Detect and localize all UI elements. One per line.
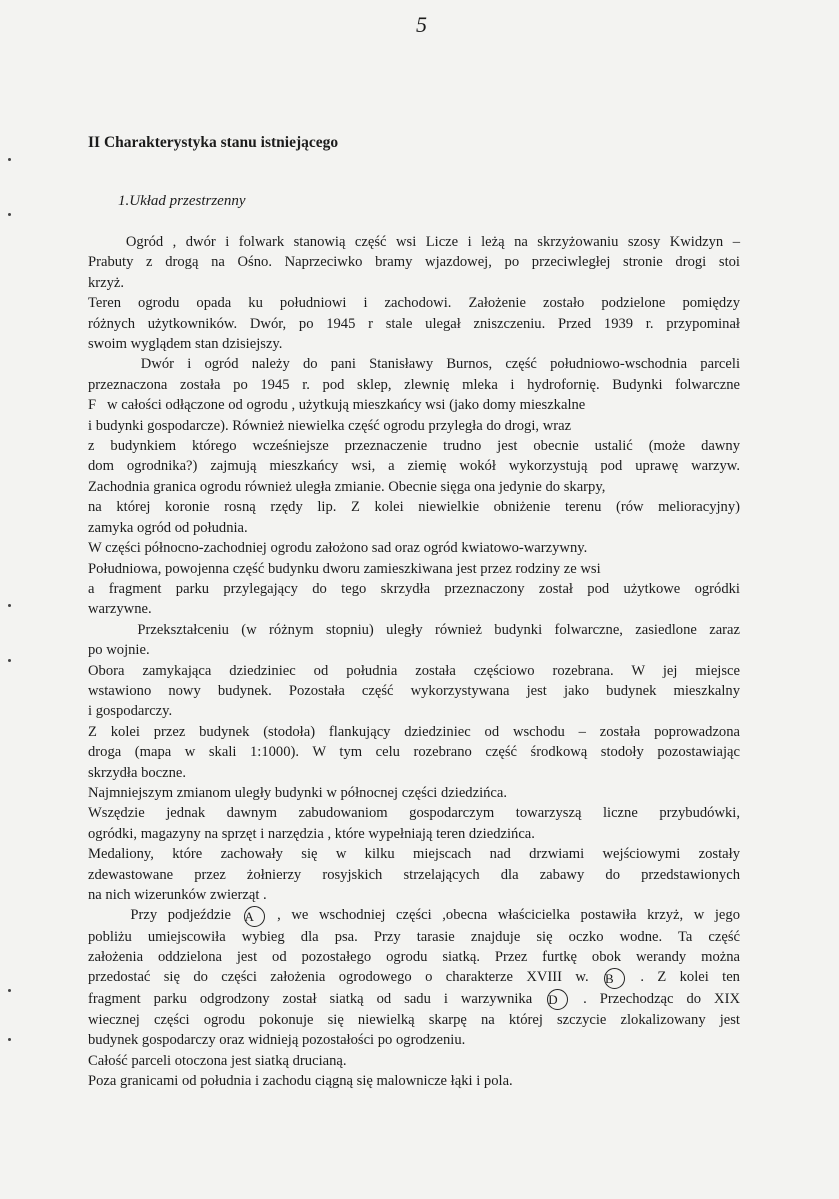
- text-line: [88, 989, 740, 1010]
- text-line: wstawiono nowy budynek. Pozostała część wykorzystywana jest jako budynek mieszkalny: [88, 682, 740, 699]
- text-line: ogródki, magazyny na sprzęt i narzędzia , które wypełniają teren dziedzińca.: [88, 825, 535, 842]
- scan-speck: [8, 213, 11, 216]
- text-fragment: . Z kolei ten: [626, 969, 740, 986]
- text-line: przeznaczona została po 1945 r. pod sklep, zlewnię mleka i hydrofornię. Budynki folwarczne: [88, 376, 740, 393]
- text-line: skrzydła boczne.: [88, 764, 187, 781]
- text-line: dom ogrodnika?) zajmują mieszkańcy wsi, a ziemię wokół wykorzystują pod uprawę warzyw.: [88, 458, 740, 475]
- text-line: swoim wyglądem stan dzisiejszy.: [88, 336, 283, 353]
- plan-marker-a: A: [244, 906, 265, 927]
- text-line: i gospodarczy.: [88, 703, 173, 720]
- text-line: Najmniejszym zmianom uległy budynki w północnej części dziedzińca.: [88, 784, 508, 801]
- text-fragment: przedostać się do części założenia ogrodowego o charakterze XVIII w.: [88, 969, 602, 986]
- text-line: [88, 967, 740, 988]
- plan-marker-b: B: [604, 968, 625, 989]
- text-line: Medaliony, które zachowały się w kilku miejscach nad drzwiami wejściowymi zostały: [88, 846, 740, 863]
- text-line: różnych użytkowników. Dwór, po 1945 r stale ulegał zniszczeniu. Przed 1939 r. przypominał: [88, 315, 740, 332]
- scan-speck: [8, 1038, 11, 1041]
- text-fragment: fragment parku odgrodzony został siatką od sadu i warzywnika: [88, 990, 546, 1007]
- text-line: Poza granicami od południa i zachodu ciągną się malownicze łąki i pola.: [88, 1072, 513, 1089]
- text-line: warzywne.: [88, 601, 152, 618]
- text-fragment: Przy podjeździe: [88, 907, 242, 924]
- scan-speck: [8, 659, 11, 662]
- text-fragment: . Przechodząc do XIX: [570, 990, 740, 1007]
- text-line: założenia oddzielona jest od pozostałego ogrodu siatką. Przez furtkę obok werandy można: [88, 948, 740, 965]
- paragraph-lines: [88, 232, 740, 905]
- text-line: droga (mapa w skali 1:1000). W tym celu rozebrano część środkową stodoły pozostawiając: [88, 744, 740, 761]
- text-line: po wojnie.: [88, 642, 150, 659]
- text-line: i budynki gospodarcze). Również niewielka część ogrodu przyległa do drogi, wraz: [88, 417, 572, 434]
- text-line: [88, 905, 740, 926]
- subsection-heading: 1.Układ przestrzenny: [118, 193, 246, 209]
- text-line: budynek gospodarczy oraz widnieją pozostałości po ogrodzeniu.: [88, 1032, 466, 1049]
- scan-speck: [8, 158, 11, 161]
- page-number: 5: [416, 12, 427, 37]
- text-line: Ogród , dwór i folwark stanowią część wsi Licze i leżą na skrzyżowaniu szosy Kwidzyn –: [88, 234, 740, 250]
- text-line: Wszędzie jednak dawnym zabudowaniom gospodarczym towarzyszą liczne przybudówki,: [88, 805, 740, 822]
- text-line: a fragment parku przylegający do tego skrzydła przeznaczony został pod użytkowe ogródki: [88, 580, 740, 597]
- scan-speck: [8, 604, 11, 607]
- text-line: pobliżu umiejscowiła wybieg dla psa. Przy tarasie znajduje się oczko wodne. Ta część: [88, 928, 740, 945]
- last-paragraph: [88, 905, 740, 1091]
- text-line: Teren ogrodu opada ku południowi i zachodowi. Założenie zostało podzielone pomiędzy: [88, 295, 740, 312]
- text-line: Przekształceniu (w różnym stopniu) uległy również budynki folwarczne, zasiedlone zaraz: [88, 621, 740, 638]
- text-line: F w całości odłączone od ogrodu , użytkują mieszkańcy wsi (jako domy mieszkalne: [88, 397, 586, 414]
- text-line: Prabuty z drogą na Ośno. Naprzeciwko bramy wjazdowej, po przeciwległej stronie drogi stoi: [88, 254, 740, 271]
- text-line: zdewastowane przez żołnierzy rosyjskich strzelających dla zabawy do przedstawionych: [88, 866, 740, 883]
- text-line: W części północno-zachodniej ogrodu założono sad oraz ogród kwiatowo-warzywny.: [88, 540, 588, 557]
- text-fragment: , we wschodniej części ,obecna właścicielka postawiła krzyż, w jego: [266, 907, 740, 924]
- text-line: Całość parceli otoczona jest siatką drucianą.: [88, 1052, 347, 1069]
- section-heading: II Charakterystyka stanu istniejącego: [88, 134, 339, 151]
- text-line: na nich wizerunków zwierząt .: [88, 887, 267, 903]
- scan-speck: [8, 989, 11, 992]
- plan-marker-d: D: [547, 989, 568, 1010]
- text-line: Z kolei przez budynek (stodoła) flankujący dziedziniec od wschodu – została poprowadzona: [88, 723, 740, 740]
- body-text: [88, 232, 740, 1091]
- text-line: Obora zamykająca dziedziniec od południa została częściowo rozebrana. W jej miejsce: [88, 662, 740, 679]
- text-line: z budynkiem którego wcześniejsze przeznaczenie trudno jest obecnie ustalić (może dawny: [88, 438, 740, 455]
- text-line: krzyż.: [88, 274, 125, 291]
- text-line: zamyka ogród od południa.: [88, 519, 248, 536]
- text-line: na której koronie rosną rzędy lip. Z kolei niewielkie obniżenie terenu (rów melioracyjny): [88, 499, 740, 516]
- text-line: Zachodnia granica ogrodu również uległa zmianie. Obecnie sięga ona jedynie do skarpy,: [88, 478, 606, 495]
- text-line: Południowa, powojenna część budynku dworu zamieszkiwana jest przez rodziny ze wsi: [88, 560, 601, 577]
- text-line: wiecznej części ogrodu pokonuje się niewielką skarpę na której szczycie zlokalizowany jest: [88, 1011, 740, 1028]
- text-line: Dwór i ogród należy do pani Stanisławy Burnos, część południowo-wschodnia parceli: [88, 356, 740, 373]
